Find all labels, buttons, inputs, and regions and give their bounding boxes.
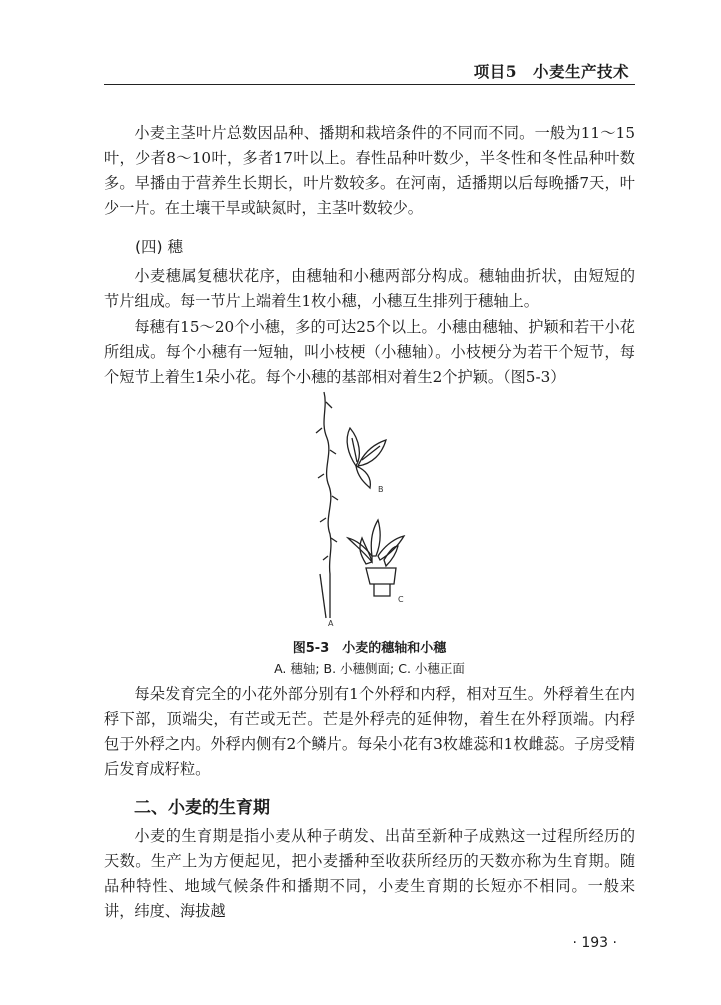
page-number: · 193 · xyxy=(572,935,617,951)
section-heading-growth-period: 二、小麦的生育期 xyxy=(134,798,270,818)
paragraph-floret: 每朵发育完全的小花外部分别有1个外稃和内稃，相对互生。外稃着生在内稃下部，顶端尖，有芒或无芒。芒是外稃壳的延伸物，着生在外稃顶端。内稃包于外稃之内。外稃内侧有2个鳞片。每朵小花有3枚雄蕊和1枚雌蕊。子房受精后发育成籽粒。 xyxy=(104,685,635,778)
figure-caption-title: 图5-3 小麦的穗轴和小穗 xyxy=(292,641,447,656)
figure-caption-subtitle: A. 穗轴; B. 小穗侧面; C. 小穗正面 xyxy=(274,661,465,676)
subsection-heading-spike: (四) 穗 xyxy=(135,238,184,256)
paragraph-spikelet: 每穗有15～20个小穗，多的可达25个以上。小穗由穗轴、护颖和若干小花所组成。每个小穗有一短轴，叫小枝梗（小穗轴）。小枝梗分为若干个短节，每个短节上着生1朵小花。每个小穗的基部相对着生2个护颖。（图5-3） xyxy=(104,318,635,386)
header-title: 项目5 小麦生产技术 xyxy=(473,62,629,81)
wheat-rachis-illustration xyxy=(300,388,430,628)
figure-label-b: B xyxy=(378,485,384,494)
paragraph-spike-structure: 小麦穗属复穗状花序，由穗轴和小穗两部分构成。穗轴曲折状，由短短的节片组成。每一节片上端着生1枚小穗，小穗互生排列于穗轴上。 xyxy=(104,267,635,310)
figure-label-c: C xyxy=(398,595,404,604)
paragraph-growth-period: 小麦的生育期是指小麦从种子萌发、出苗至新种子成熟这一过程所经历的天数。生产上为方便起见，把小麦播种至收获所经历的天数亦称为生育期。随品种特性、地域气候条件和播期不同，小麦生育期的长短亦不相同。一般来讲，纬度、海拔越 xyxy=(104,827,635,920)
figure-wheat-rachis-spikelet xyxy=(300,388,430,628)
paragraph-leaf-count: 小麦主茎叶片总数因品种、播期和栽培条件的不同而不同。一般为11～15叶，少者8～10叶，多者17叶以上。春性品种叶数少，半冬性和冬性品种叶数多。早播由于营养生长期长，叶片数较多。在河南，适播期以后每晚播7天，叶少一片。在土壤干旱或缺氮时，主茎叶数较少。 xyxy=(104,124,635,217)
figure-label-a: A xyxy=(328,619,334,628)
running-header xyxy=(104,58,635,85)
